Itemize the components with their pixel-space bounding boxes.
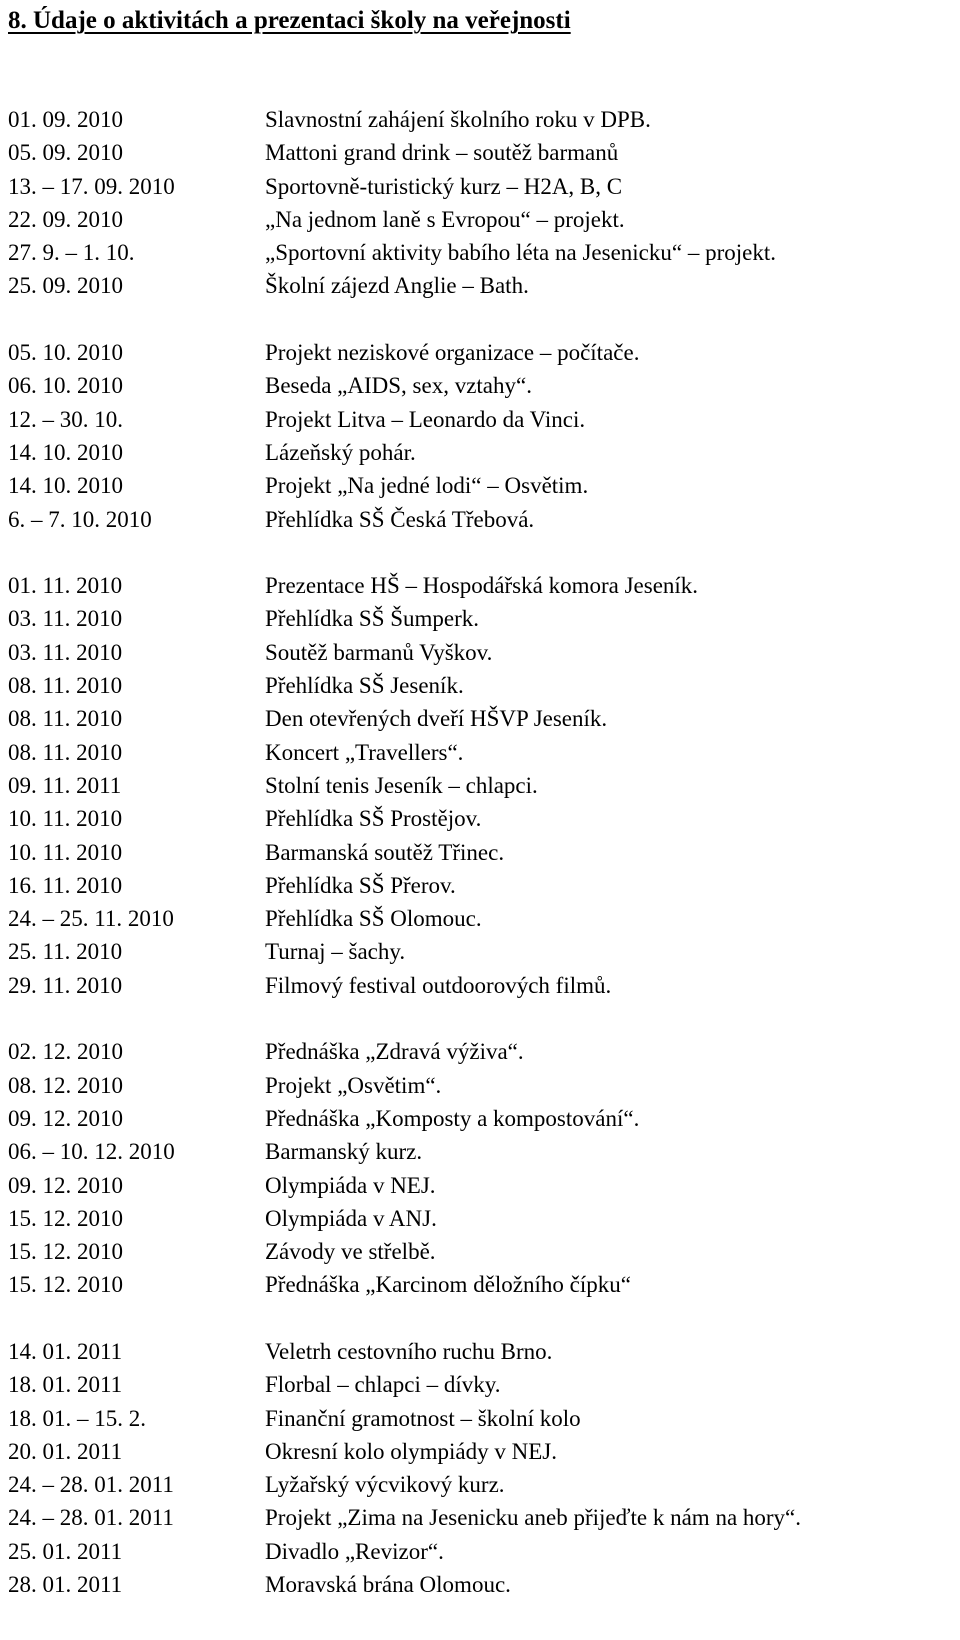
activity-description: Lyžařský výcvikový kurz. xyxy=(265,1472,505,1498)
activity-row xyxy=(8,1568,953,1601)
activity-row xyxy=(8,1501,953,1534)
activity-description: Slavnostní zahájení školního roku v DPB. xyxy=(265,107,651,132)
activity-row xyxy=(8,736,953,769)
activity-date: 27. 9. – 1. 10. xyxy=(8,240,135,266)
activity-date: 03. 11. 2010 xyxy=(8,639,123,665)
activity-description: Přednáška „Zdravá výživa“. xyxy=(265,1039,524,1065)
activity-row xyxy=(8,802,953,835)
activity-description: Moravská brána Olomouc. xyxy=(265,1572,511,1598)
activity-date: 03. 11. 2010 xyxy=(8,606,123,632)
activity-description: Přehlídka SŠ Jeseník. xyxy=(265,673,464,699)
activity-description: Přehlídka SŠ Olomouc. xyxy=(265,906,482,932)
activity-row xyxy=(8,469,953,502)
activity-description: Projekt „Zima na Jesenicku aneb přijeďte k nám na hory“. xyxy=(265,1505,802,1531)
activity-row xyxy=(8,1435,953,1468)
activity-date: 06. 10. 2010 xyxy=(8,373,123,399)
activity-row xyxy=(8,869,953,902)
activity-row xyxy=(8,935,953,968)
activity-row xyxy=(8,836,953,869)
activity-date: 14. 10. 2010 xyxy=(8,439,123,465)
activity-description: „Sportovní aktivity babího léta na Jesenicku“ – projekt. xyxy=(265,240,776,266)
activity-description: Přednáška „Karcinom děložního čípku“ xyxy=(265,1272,631,1298)
activity-row xyxy=(8,170,953,203)
activity-row xyxy=(8,1035,953,1068)
month-group xyxy=(8,569,953,1002)
activity-description: Finanční gramotnost – školní kolo xyxy=(265,1405,581,1431)
activity-row xyxy=(8,1202,953,1235)
activity-row xyxy=(8,1069,953,1102)
activity-description: Barmanská soutěž Třinec. xyxy=(265,839,505,865)
activity-description: Lázeňský pohár. xyxy=(265,439,416,465)
activity-date: 20. 01. 2011 xyxy=(8,1438,123,1464)
activity-description: Sportovně-turistický kurz – H2A, B, C xyxy=(265,173,623,199)
activity-description: Projekt neziskové organizace – počítače. xyxy=(265,340,640,366)
activity-row xyxy=(8,369,953,402)
activity-row xyxy=(8,769,953,802)
activity-date: 16. 11. 2010 xyxy=(8,872,123,898)
activity-description: Turnaj – šachy. xyxy=(265,939,406,965)
activity-description: Mattoni grand drink – soutěž barmanů xyxy=(265,140,619,166)
activity-description: Závody ve střelbě. xyxy=(265,1239,436,1265)
activity-row xyxy=(8,636,953,669)
activity-date: 15. 12. 2010 xyxy=(8,1239,123,1265)
activity-date: 15. 12. 2010 xyxy=(8,1272,123,1298)
activity-row xyxy=(8,1535,953,1568)
activity-row xyxy=(8,702,953,735)
activity-date: 01. 09. 2010 xyxy=(8,107,123,132)
section-heading: 8. Údaje o aktivitách a prezentaci školy na veřejnosti xyxy=(8,7,571,34)
activity-description: Projekt „Osvětim“. xyxy=(265,1072,442,1098)
activity-description: Olympiáda v ANJ. xyxy=(265,1205,437,1231)
activity-date: 25. 01. 2011 xyxy=(8,1538,123,1564)
activity-description: Den otevřených dveří HŠVP Jeseník. xyxy=(265,706,608,732)
activity-description: Filmový festival outdoorových filmů. xyxy=(265,972,612,998)
activity-date: 24. – 28. 01. 2011 xyxy=(8,1505,174,1531)
activity-description: Prezentace HŠ – Hospodářská komora Jeseník. xyxy=(265,573,699,599)
activity-description: Školní zájezd Anglie – Bath. xyxy=(265,273,529,299)
activity-date: 22. 09. 2010 xyxy=(8,206,123,232)
activity-date: 15. 12. 2010 xyxy=(8,1205,123,1231)
activity-date: 09. 12. 2010 xyxy=(8,1172,123,1198)
month-group xyxy=(8,103,953,303)
activity-row xyxy=(8,1169,953,1202)
activity-description: Okresní kolo olympiády v NEJ. xyxy=(265,1438,557,1464)
activity-date: 09. 11. 2011 xyxy=(8,772,122,798)
activity-row xyxy=(8,103,953,136)
activity-row xyxy=(8,1335,953,1368)
activity-date: 18. 01. – 15. 2. xyxy=(8,1405,146,1431)
activity-description: Projekt Litva – Leonardo da Vinci. xyxy=(265,406,586,432)
activity-date: 05. 09. 2010 xyxy=(8,140,123,166)
activity-list xyxy=(8,103,953,1635)
activity-row xyxy=(8,403,953,436)
activity-row xyxy=(8,1268,953,1301)
activity-date: 08. 11. 2010 xyxy=(8,706,123,732)
activity-row xyxy=(8,969,953,1002)
activity-row xyxy=(8,1102,953,1135)
activity-date: 28. 01. 2011 xyxy=(8,1572,123,1598)
activity-date: 14. 10. 2010 xyxy=(8,473,123,499)
activity-description: Stolní tenis Jeseník – chlapci. xyxy=(265,772,538,798)
activity-description: Přehlídka SŠ Šumperk. xyxy=(265,606,480,632)
activity-description: Soutěž barmanů Vyškov. xyxy=(265,639,493,665)
activity-date: 29. 11. 2010 xyxy=(8,972,123,998)
activity-row xyxy=(8,569,953,602)
activity-date: 25. 09. 2010 xyxy=(8,273,123,299)
activity-row xyxy=(8,236,953,269)
activity-row xyxy=(8,503,953,536)
activity-date: 14. 01. 2011 xyxy=(8,1338,123,1364)
activity-row xyxy=(8,336,953,369)
activity-row xyxy=(8,1468,953,1501)
activity-date: 13. – 17. 09. 2010 xyxy=(8,173,175,199)
activity-date: 6. – 7. 10. 2010 xyxy=(8,506,152,532)
activity-description: Přehlídka SŠ Prostějov. xyxy=(265,806,482,832)
activity-date: 01. 11. 2010 xyxy=(8,573,123,599)
activity-description: „Na jednom laně s Evropou“ – projekt. xyxy=(265,206,625,232)
activity-description: Přehlídka SŠ Přerov. xyxy=(265,872,456,898)
activity-description: Divadlo „Revizor“. xyxy=(265,1538,444,1564)
activity-row xyxy=(8,1135,953,1168)
activity-row xyxy=(8,1368,953,1401)
activity-description: Přehlídka SŠ Česká Třebová. xyxy=(265,506,535,532)
activity-date: 24. – 28. 01. 2011 xyxy=(8,1472,174,1498)
activity-description: Veletrh cestovního ruchu Brno. xyxy=(265,1338,553,1364)
month-group xyxy=(8,1335,953,1601)
activity-date: 02. 12. 2010 xyxy=(8,1039,123,1065)
activity-description: Barmanský kurz. xyxy=(265,1139,423,1165)
activity-row xyxy=(8,902,953,935)
month-group xyxy=(8,1035,953,1301)
activity-row xyxy=(8,269,953,302)
activity-date: 25. 11. 2010 xyxy=(8,939,123,965)
activity-date: 06. – 10. 12. 2010 xyxy=(8,1139,175,1165)
activity-date: 08. 12. 2010 xyxy=(8,1072,123,1098)
activity-description: Koncert „Travellers“. xyxy=(265,739,464,765)
activity-date: 08. 11. 2010 xyxy=(8,739,123,765)
activity-date: 10. 11. 2010 xyxy=(8,806,123,832)
activity-description: Projekt „Na jedné lodi“ – Osvětim. xyxy=(265,473,589,499)
activity-row xyxy=(8,436,953,469)
activity-row xyxy=(8,1402,953,1435)
activity-date: 05. 10. 2010 xyxy=(8,340,123,366)
activity-date: 18. 01. 2011 xyxy=(8,1372,123,1398)
activity-row xyxy=(8,1235,953,1268)
activity-date: 09. 12. 2010 xyxy=(8,1105,123,1131)
activity-row xyxy=(8,136,953,169)
activity-description: Beseda „AIDS, sex, vztahy“. xyxy=(265,373,532,399)
activity-date: 24. – 25. 11. 2010 xyxy=(8,906,174,932)
activity-description: Florbal – chlapci – dívky. xyxy=(265,1372,501,1398)
activity-description: Přednáška „Komposty a kompostování“. xyxy=(265,1105,640,1131)
activity-row xyxy=(8,602,953,635)
activity-description: Olympiáda v NEJ. xyxy=(265,1172,436,1198)
month-group xyxy=(8,336,953,536)
activity-row xyxy=(8,203,953,236)
activity-date: 08. 11. 2010 xyxy=(8,673,123,699)
activity-date: 10. 11. 2010 xyxy=(8,839,123,865)
activity-row xyxy=(8,669,953,702)
activity-date: 12. – 30. 10. xyxy=(8,406,123,432)
